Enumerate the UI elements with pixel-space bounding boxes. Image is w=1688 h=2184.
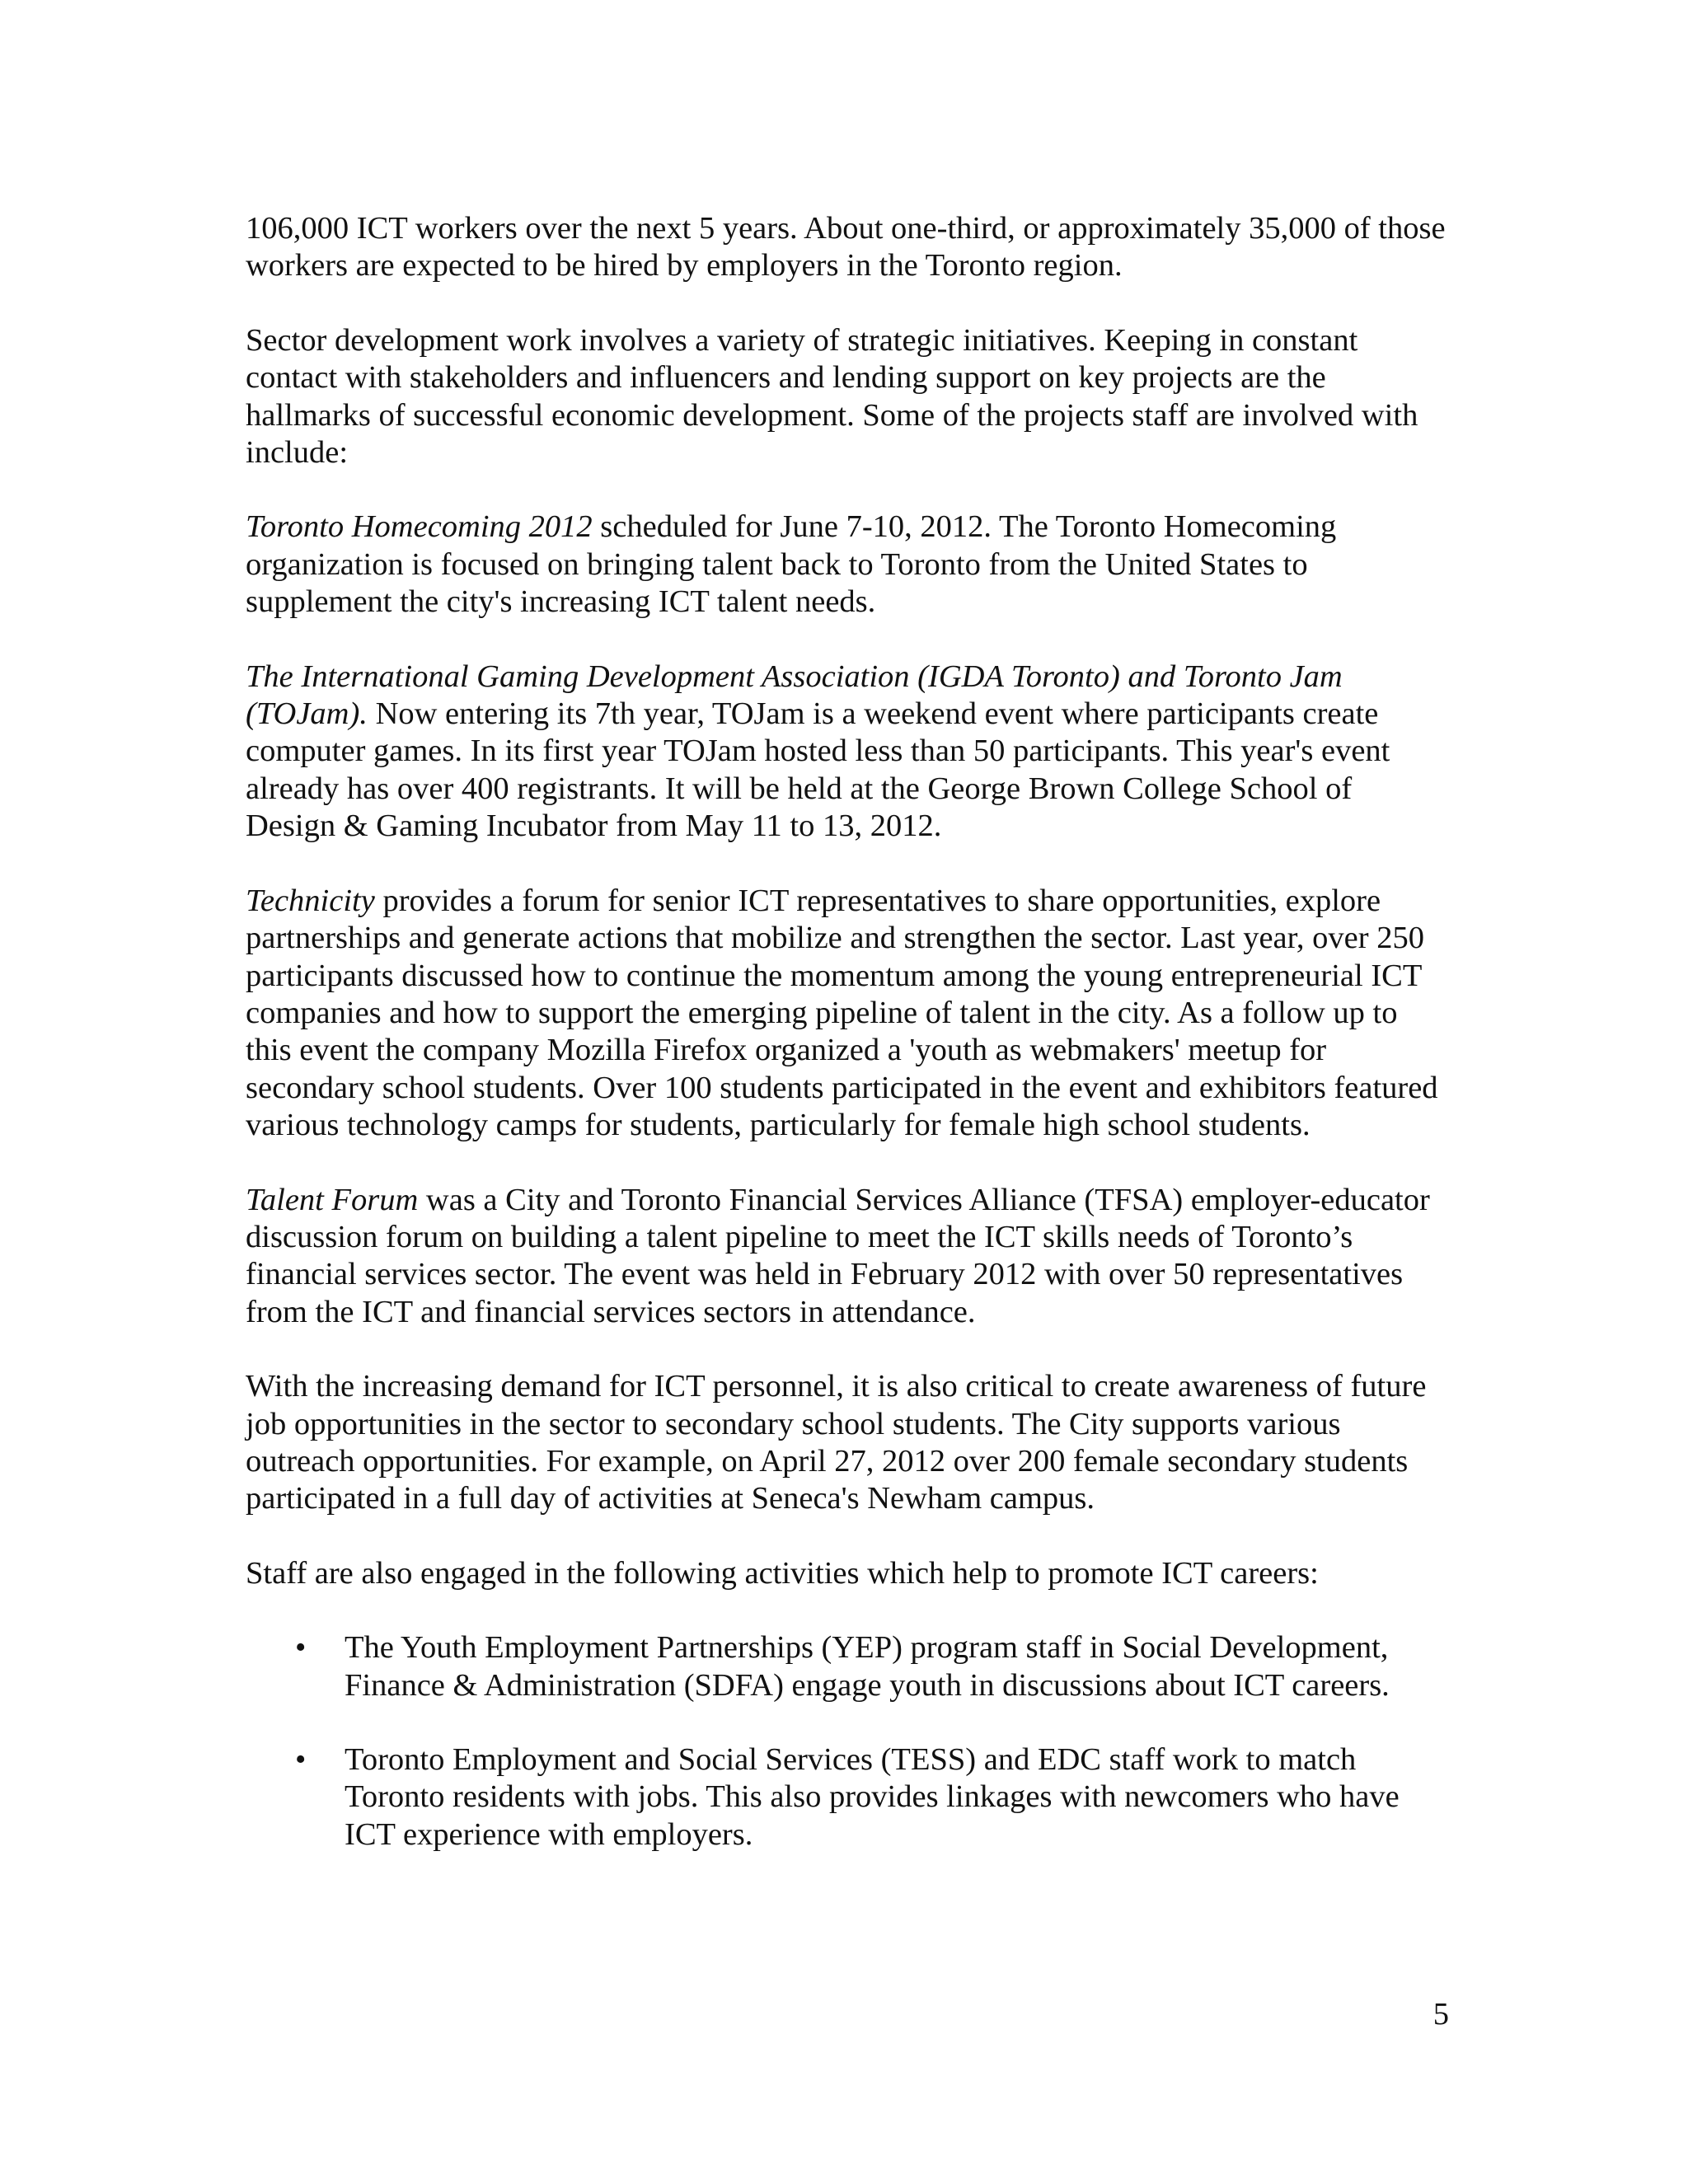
paragraph-italic-lead: Talent Forum <box>246 1182 419 1217</box>
paragraph-text: Staff are also engaged in the following activities which help to promote ICT careers: <box>246 1555 1319 1591</box>
paragraph-talent-forum <box>246 1182 1449 1332</box>
paragraph-outreach <box>246 1368 1449 1518</box>
bullet-list <box>246 1629 1449 1854</box>
paragraph-text: With the increasing demand for ICT personnel, it is also critical to create awareness of future job opportunities in the sector to secondary school students. The City supports various outreach opportunities. For example, on April 27, 2012 over 200 female secondary students participated in a full day of activities at Seneca's Newham campus. <box>246 1369 1427 1516</box>
paragraph-ict-workers-forecast <box>246 210 1449 285</box>
paragraph-text: provides a forum for senior ICT representatives to share opportunities, explore partnerships and generate actions that mobilize and strengthen the sector. Last year, over 250 participants discussed how to continue the momentum among the young entrepreneurial ICT companies and how to support the emerging pipeline of talent in the city. As a follow up to this event the company Mozilla Firefox organized a 'youth as webmakers' meetup for secondary school students. Over 100 students participated in the event and exhibitors featured various technology camps for students, particularly for female high school students. <box>246 883 1438 1143</box>
document-page <box>246 210 1449 1891</box>
list-item <box>246 1629 1449 1704</box>
paragraph-toronto-homecoming <box>246 509 1449 621</box>
bullet-marker: • <box>295 1742 307 1777</box>
page-number: 5 <box>1432 1997 1449 2032</box>
list-item-text: Toronto Employment and Social Services (TESS) and EDC staff work to match Toronto residents with jobs. This also provides linkages with newcomers who have ICT experience with employers. <box>345 1742 1400 1852</box>
paragraph-text: was a City and Toronto Financial Services Alliance (TFSA) employer-educator discussion forum on building a talent pipeline to meet the ICT skills needs of Toronto’s financial services sector. The event was held in February 2012 with over 50 representatives from the ICT and financial services sectors in attendance. <box>246 1182 1430 1329</box>
paragraph-italic-lead: Technicity <box>246 883 375 918</box>
paragraph-text: 106,000 ICT workers over the next 5 years. About one-third, or approximately 35,000 of those workers are expected to be hired by employers in the Toronto region. <box>246 211 1446 284</box>
paragraph-text: Now entering its 7th year, TOJam is a weekend event where participants create computer games. In its first year TOJam hosted less than 50 participants. This year's event already has over 400 registrants. It will be held at the George Brown College School of Design & Gaming Incubator from May 11 to 13, 2012. <box>246 696 1390 844</box>
paragraph-staff-activities-intro <box>246 1555 1449 1592</box>
bullet-marker: • <box>295 1630 307 1666</box>
paragraph-technicity <box>246 883 1449 1145</box>
paragraph-italic-lead: The International Gaming Development Association (IGDA Toronto) and Toronto Jam (TOJam). <box>246 658 1343 732</box>
paragraph-sector-development <box>246 322 1449 472</box>
list-item-text: The Youth Employment Partnerships (YEP) program staff in Social Development, Finance & Administration (SDFA) engage youth in discussions about ICT careers. <box>345 1630 1390 1703</box>
paragraph-text: scheduled for June 7-10, 2012. The Toronto Homecoming organization is focused on bringing talent back to Toronto from the United States to supplement the city's increasing ICT talent needs. <box>246 509 1337 620</box>
list-item <box>246 1741 1449 1854</box>
paragraph-italic-lead: Toronto Homecoming 2012 <box>246 509 593 545</box>
paragraph-igda-tojam <box>246 658 1449 846</box>
paragraph-text: Sector development work involves a variety of strategic initiatives. Keeping in constant contact with stakeholders and influencers and lending support on key projects are the hallmarks of successful economic development. Some of the projects staff are involved with include: <box>246 322 1418 471</box>
